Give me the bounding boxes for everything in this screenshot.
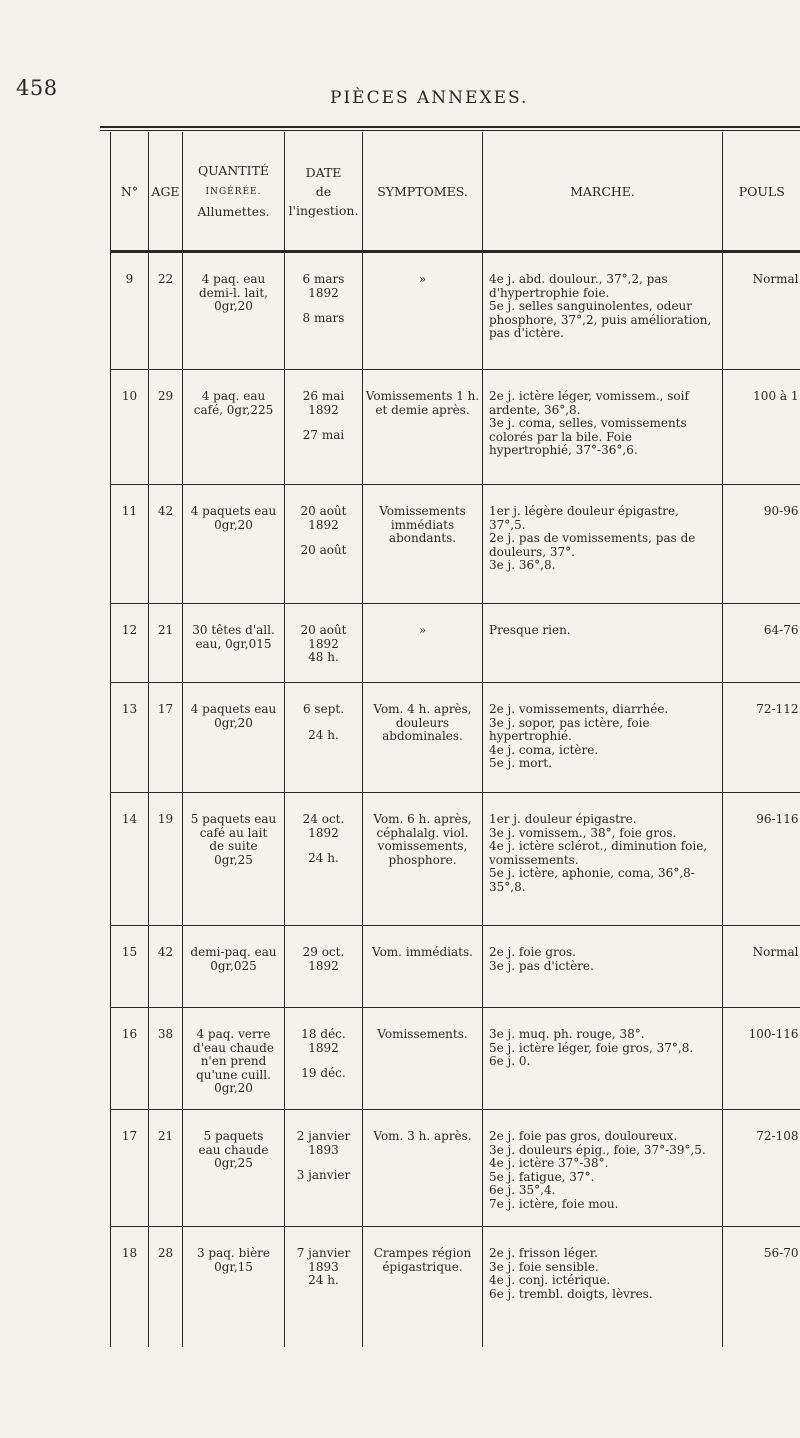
row-quantity-text: 3 paq. bière 0gr,15 bbox=[196, 1246, 271, 1274]
header-num: N° bbox=[111, 132, 149, 252]
row-quantity-text: 4 paquets eau 0gr,20 bbox=[190, 702, 277, 730]
row-quantity bbox=[183, 252, 285, 370]
row-number bbox=[111, 683, 149, 793]
row-pulse-text: 56-70 bbox=[763, 1246, 799, 1260]
row-number bbox=[111, 1227, 149, 1347]
row-symptoms-text: Crampes région épigastrique. bbox=[373, 1246, 472, 1274]
row-progress-text: 1er j. légère douleur épigastre, 37°,5. 2e j. pas de vomissements, pas de douleurs, 37°. 3e j. 36°,8. bbox=[489, 504, 696, 572]
row-pulse bbox=[723, 485, 800, 604]
row-date-secondary: 20 août bbox=[300, 543, 347, 557]
row-age-text: 28 bbox=[157, 1246, 174, 1260]
top-rule-thin bbox=[100, 130, 800, 131]
table-row bbox=[111, 683, 800, 793]
row-age bbox=[149, 604, 183, 683]
row-age-text: 21 bbox=[157, 623, 174, 637]
row-age bbox=[149, 1008, 183, 1110]
row-pulse bbox=[723, 683, 800, 793]
row-quantity bbox=[183, 926, 285, 1008]
table-row bbox=[111, 370, 800, 485]
row-quantity bbox=[183, 604, 285, 683]
row-pulse bbox=[723, 1008, 800, 1110]
row-symptoms bbox=[363, 683, 483, 793]
row-symptoms-text: » bbox=[418, 272, 427, 286]
row-symptoms bbox=[363, 1008, 483, 1110]
row-date-primary: 20 août 1892 bbox=[300, 504, 347, 532]
row-date-primary: 29 oct. 1892 bbox=[302, 945, 345, 973]
row-quantity-text: 4 paq. eau café, 0gr,225 bbox=[193, 389, 274, 417]
row-symptoms-text: Vomissements 1 h. et demie après. bbox=[365, 389, 480, 417]
row-date bbox=[285, 1227, 363, 1347]
row-number-text: 18 bbox=[121, 1246, 138, 1260]
row-quantity-text: 4 paquets eau 0gr,20 bbox=[190, 504, 277, 532]
row-number-text: 9 bbox=[125, 272, 134, 286]
row-date-primary: 6 sept. bbox=[302, 702, 345, 716]
header-date bbox=[285, 132, 363, 252]
table-row bbox=[111, 793, 800, 926]
page-number: 458 bbox=[16, 76, 58, 100]
table-row bbox=[111, 1227, 800, 1347]
row-date bbox=[285, 485, 363, 604]
row-age-text: 42 bbox=[157, 945, 174, 959]
row-date bbox=[285, 793, 363, 926]
table-row bbox=[111, 926, 800, 1008]
row-date-secondary: 24 h. bbox=[308, 727, 339, 742]
row-number bbox=[111, 604, 149, 683]
row-symptoms-text: Vom. 4 h. après, douleurs abdominales. bbox=[373, 702, 472, 743]
row-quantity bbox=[183, 793, 285, 926]
row-date bbox=[285, 683, 363, 793]
row-quantity-text: 5 paquets eau chaude 0gr,25 bbox=[198, 1129, 269, 1170]
row-progress bbox=[483, 252, 723, 370]
row-progress-text: Presque rien. bbox=[489, 623, 571, 637]
row-age-text: 29 bbox=[157, 389, 174, 403]
row-date bbox=[285, 370, 363, 485]
row-progress bbox=[483, 793, 723, 926]
row-progress bbox=[483, 1227, 723, 1347]
row-age bbox=[149, 1110, 183, 1227]
row-quantity bbox=[183, 370, 285, 485]
row-pulse-text: 72-112 bbox=[756, 702, 799, 716]
row-date bbox=[285, 604, 363, 683]
header-date-line2: de bbox=[315, 183, 332, 199]
row-date-primary: 6 mars 1892 bbox=[302, 272, 345, 300]
row-pulse bbox=[723, 604, 800, 683]
row-progress bbox=[483, 1008, 723, 1110]
row-quantity-text: 5 paquets eau café au lait de suite 0gr,25 bbox=[190, 812, 277, 867]
row-pulse-text: 64-76 bbox=[763, 623, 799, 637]
row-age-text: 17 bbox=[157, 702, 174, 716]
row-pulse bbox=[723, 1227, 800, 1347]
row-pulse-text: 100 à 1 bbox=[753, 389, 799, 403]
row-symptoms bbox=[363, 252, 483, 370]
row-date-secondary: 24 h. bbox=[308, 851, 339, 865]
row-pulse-text: 72-108 bbox=[756, 1129, 799, 1143]
row-pulse-text: 96-116 bbox=[756, 812, 799, 826]
row-age bbox=[149, 370, 183, 485]
row-progress-text: 2e j. frisson léger. 3e j. foie sensible. 4e j. conj. ictérique. 6e j. trembl. doigts, lèvres. bbox=[489, 1246, 653, 1301]
header-progress: MARCHE. bbox=[483, 132, 723, 252]
row-pulse bbox=[723, 370, 800, 485]
top-rule bbox=[100, 126, 800, 128]
row-age bbox=[149, 1227, 183, 1347]
row-number-text: 15 bbox=[121, 945, 138, 959]
row-symptoms-text: » bbox=[418, 623, 427, 637]
row-date bbox=[285, 926, 363, 1008]
row-date-primary: 18 déc. 1892 bbox=[301, 1027, 346, 1055]
row-quantity bbox=[183, 1008, 285, 1110]
row-symptoms-text: Vom. 3 h. après. bbox=[373, 1129, 472, 1143]
row-progress-text: 1er j. douleur épigastre. 3e j. vomissem., 38°, foie gros. 4e j. ictère sclérot., diminution foie, vomissements. 5e j. ictère, aphonie, coma, 36°,8-35°,8. bbox=[489, 812, 708, 894]
row-progress bbox=[483, 1110, 723, 1227]
row-date-primary: 7 janvier 1893 24 h. bbox=[296, 1246, 351, 1287]
header-quantity-line1: QUANTITÉ bbox=[197, 163, 270, 178]
row-age-text: 21 bbox=[157, 1129, 174, 1143]
row-progress bbox=[483, 485, 723, 604]
row-date-primary: 24 oct. 1892 bbox=[302, 812, 345, 840]
table-row bbox=[111, 252, 800, 370]
row-quantity bbox=[183, 683, 285, 793]
row-number-text: 14 bbox=[121, 812, 138, 826]
row-date bbox=[285, 1110, 363, 1227]
row-date-primary: 20 août 1892 48 h. bbox=[300, 623, 347, 664]
row-quantity bbox=[183, 1110, 285, 1227]
row-quantity-text: 4 paq. verre d'eau chaude n'en prend qu'une cuill. 0gr,20 bbox=[193, 1027, 274, 1095]
row-number bbox=[111, 1110, 149, 1227]
row-quantity-text: 4 paq. eau demi-l. lait, 0gr,20 bbox=[199, 272, 268, 313]
row-progress-text: 2e j. foie gros. 3e j. pas d'ictère. bbox=[489, 945, 594, 973]
row-age-text: 19 bbox=[157, 812, 174, 826]
row-symptoms-text: Vom. immédiats. bbox=[372, 945, 473, 959]
row-pulse-text: Normal bbox=[752, 272, 799, 286]
row-pulse-text: Normal bbox=[752, 945, 799, 959]
header-quantity-line3: Allumettes. bbox=[197, 204, 270, 219]
header-age: AGE bbox=[149, 132, 183, 252]
row-quantity bbox=[183, 1227, 285, 1347]
row-progress bbox=[483, 370, 723, 485]
row-quantity-text: 30 têtes d'all. eau, 0gr,015 bbox=[192, 623, 275, 651]
row-progress bbox=[483, 604, 723, 683]
row-date bbox=[285, 1008, 363, 1110]
row-number-text: 12 bbox=[121, 623, 138, 637]
row-number-text: 10 bbox=[121, 389, 138, 403]
row-age bbox=[149, 926, 183, 1008]
row-number-text: 13 bbox=[121, 702, 138, 716]
header-pulse: POULS bbox=[723, 132, 800, 252]
row-number bbox=[111, 370, 149, 485]
row-pulse bbox=[723, 1110, 800, 1227]
row-pulse bbox=[723, 926, 800, 1008]
row-progress bbox=[483, 926, 723, 1008]
row-pulse-text: 90-96 bbox=[763, 504, 799, 518]
row-number bbox=[111, 926, 149, 1008]
row-symptoms bbox=[363, 1110, 483, 1227]
row-symptoms bbox=[363, 370, 483, 485]
header-quantity bbox=[183, 132, 285, 252]
row-pulse-text: 100-116 bbox=[748, 1027, 799, 1041]
row-symptoms bbox=[363, 926, 483, 1008]
row-age bbox=[149, 485, 183, 604]
row-symptoms-text: Vomissements immédiats abondants. bbox=[379, 504, 466, 545]
page-heading: PIÈCES ANNEXES. bbox=[330, 88, 529, 108]
row-date-secondary: 3 janvier bbox=[296, 1168, 351, 1182]
row-symptoms-text: Vom. 6 h. après, céphalalg. viol. vomissements, phosphore. bbox=[373, 812, 472, 867]
row-age bbox=[149, 252, 183, 370]
row-number bbox=[111, 252, 149, 370]
row-pulse bbox=[723, 252, 800, 370]
row-number bbox=[111, 485, 149, 604]
table-row bbox=[111, 485, 800, 604]
header-quantity-line2: INGÉRÉE. bbox=[205, 187, 262, 197]
row-number-text: 16 bbox=[121, 1027, 138, 1041]
row-symptoms bbox=[363, 1227, 483, 1347]
row-quantity-text: demi-paq. eau 0gr,025 bbox=[190, 945, 277, 973]
row-age bbox=[149, 793, 183, 926]
row-number-text: 17 bbox=[121, 1129, 138, 1143]
row-pulse bbox=[723, 793, 800, 926]
row-symptoms bbox=[363, 793, 483, 926]
header-row bbox=[111, 132, 800, 252]
header-date-line3: l'ingestion. bbox=[288, 202, 359, 218]
table-row bbox=[111, 1008, 800, 1110]
row-progress-text: 2e j. foie pas gros, douloureux. 3e j. douleurs épig., foie, 37°-39°,5. 4e j. ictère 37°-38°. 5e j. fatigue, 37°. 6e j. 35°,4. 7e j. ictère, foie mou. bbox=[489, 1129, 706, 1211]
row-date-primary: 2 janvier 1893 bbox=[296, 1129, 351, 1157]
row-date-secondary: 8 mars bbox=[302, 311, 345, 325]
row-progress-text: 2e j. vomissements, diarrhée. 3e j. sopor, pas ictère, foie hypertrophié. 4e j. coma, ictère. 5e j. mort. bbox=[489, 702, 669, 770]
row-symptoms-text: Vomissements. bbox=[377, 1027, 468, 1041]
row-number bbox=[111, 1008, 149, 1110]
header-date-line1: DATE bbox=[305, 164, 342, 180]
header-symptoms: SYMPTOMES. bbox=[363, 132, 483, 252]
row-progress-text: 4e j. abd. doulour., 37°,2, pas d'hypertrophie foie. 5e j. selles sanguinolentes, odeur phosphore, 37°,2, puis amélioration, pas d'ictère. bbox=[489, 272, 712, 340]
row-number-text: 11 bbox=[121, 504, 138, 518]
row-number bbox=[111, 793, 149, 926]
row-date-secondary: 27 mai bbox=[302, 428, 345, 442]
row-symptoms bbox=[363, 604, 483, 683]
row-progress-text: 3e j. muq. ph. rouge, 38°. 5e j. ictère léger, foie gros, 37°,8. 6e j. 0. bbox=[489, 1027, 694, 1068]
row-progress-text: 2e j. ictère léger, vomissem., soif ardente, 36°,8. 3e j. coma, selles, vomissements colorés par la bile. Foie hypertrophié, 37°-36°,6. bbox=[489, 389, 689, 457]
table-row bbox=[111, 604, 800, 683]
cases-table bbox=[110, 132, 800, 1347]
row-age-text: 38 bbox=[157, 1027, 174, 1041]
row-age-text: 42 bbox=[157, 504, 174, 518]
row-age bbox=[149, 683, 183, 793]
row-quantity bbox=[183, 485, 285, 604]
table-row bbox=[111, 1110, 800, 1227]
row-date bbox=[285, 252, 363, 370]
row-date-primary: 26 mai 1892 bbox=[302, 389, 345, 417]
row-date-secondary: 19 déc. bbox=[301, 1066, 346, 1080]
row-age-text: 22 bbox=[157, 272, 174, 286]
row-progress bbox=[483, 683, 723, 793]
row-symptoms bbox=[363, 485, 483, 604]
